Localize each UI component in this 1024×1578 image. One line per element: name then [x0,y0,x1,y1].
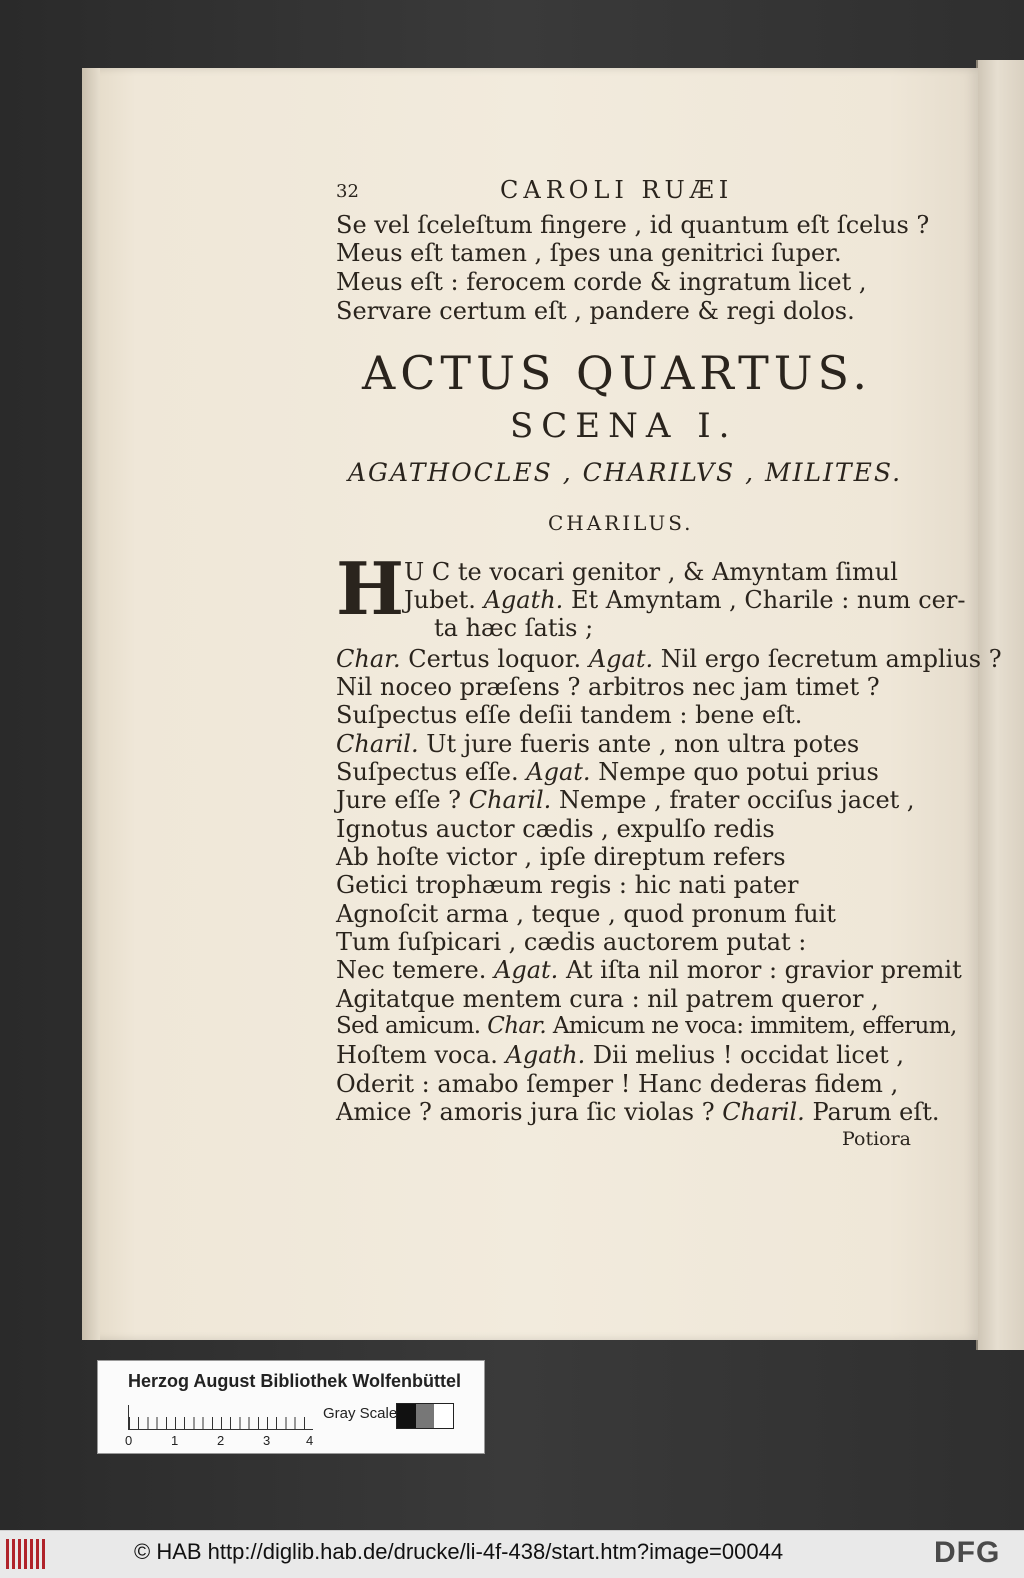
text-fragment: Et Amyntam , Charile : num cer- [570,586,966,614]
text-fragment: Nec temere. [336,956,487,984]
text-fragment: Amice ? amoris jura ſic violas ? [336,1098,715,1126]
text-line: Ab hoſte victor , ipſe direptum refers [336,843,786,871]
facing-page-edge [976,60,1024,1350]
ruler-number: 2 [217,1433,225,1448]
text-line: Tum ſuſpicari , cædis auctorem putat : [336,928,807,956]
speaker-abbr: Agat. [494,956,559,984]
text-fragment: Jubet. [404,586,476,614]
speaker-abbr: Charil. [468,786,552,814]
speaker-abbr: Agat. [588,645,654,673]
text-fragment: Certus loquor. [408,645,582,673]
hab-logo-icon [6,1539,48,1569]
text-line [336,956,962,984]
text-line: Servare certum eſt , pandere & regi dolos. [336,297,855,325]
text-line: U C te vocari genitor , & Amyntam ſimul [404,558,898,586]
text-fragment: Amicum ne voca: immitem, efferum, [552,1013,957,1039]
text-line [336,1098,940,1126]
scene-title: SCENA I. [510,406,738,446]
text-line: Agnoſcit arma , teque , quod pronum fuit [336,900,836,928]
catchword: Potiora [842,1128,912,1150]
text-line [336,1041,904,1069]
speaker-abbr: Agath. [505,1041,586,1069]
text-line [404,586,965,614]
text-line: Getici trophæum regis : hic nati pater [336,871,799,899]
swatch-white [434,1404,453,1428]
text-line: ta hæc ſatis ; [434,614,594,642]
footer-bar [0,1530,1024,1578]
ruler-number: 0 [125,1433,133,1448]
text-line: Suſpectus eſſe deſii tandem : bene eſt. [336,701,803,729]
copyright-url[interactable]: © HAB http://diglib.hab.de/drucke/li-4f-438/start.htm?image=00044 [134,1539,784,1564]
speaker-abbr: Char. [487,1013,547,1039]
drop-cap: H [336,546,405,631]
speaker-abbr: Charil. [722,1098,805,1126]
page-gutter [82,68,100,1340]
text-line: Oderit : amabo ſemper ! Hanc dederas fidem , [336,1070,899,1098]
color-scale-card [97,1360,485,1454]
running-head: CAROLI RUÆI [500,176,734,204]
text-fragment: Jure eſſe ? [336,786,462,814]
act-title: ACTUS QUARTUS. [362,346,873,400]
ruler [128,1405,313,1430]
text-fragment: Suſpectus eſſe. [336,758,519,786]
text-fragment: Nempe quo potui prius [598,758,879,786]
text-line [336,786,915,814]
text-line [336,758,879,786]
text-line: Nil noceo præſens ? arbitros nec jam timet ? [336,673,880,701]
text-fragment: Dii melius ! occidat licet , [592,1041,904,1069]
text-fragment: Ut jure fueris ante , non ultra potes [426,730,860,758]
text-line [336,1013,957,1039]
speaker-abbr: Agat. [526,758,591,786]
ruler-number: 1 [171,1433,179,1448]
text-line: Meus eſt tamen , ſpes una genitrici ſuper. [336,239,842,267]
text-line: Meus eſt : ferocem corde & ingratum licet , [336,268,867,296]
ruler-number: 3 [263,1433,271,1448]
gray-scale-label: Gray Scale [323,1405,398,1422]
text-line: Ignotus auctor cædis , expulſo redis [336,815,775,843]
speaker-abbr: Char. [336,645,401,673]
speaker-heading: CHARILUS. [548,511,694,535]
text-fragment: At iſta nil moror : gravior premit [565,956,962,984]
page-number: 32 [336,181,359,202]
dfg-logo: DFG [934,1536,1001,1569]
swatch-gray [416,1404,435,1428]
text-line: Se vel ſceleſtum fingere , id quantum eſt ſcelus ? [336,211,930,239]
text-line: Agitatque mentem cura : nil patrem queror , [336,985,879,1013]
text-fragment: Nempe , frater occiſus jacet , [558,786,915,814]
text-fragment: Nil ergo ſecretum amplius ? [660,645,1002,673]
speaker-abbr: Charil. [336,730,419,758]
dramatis-personae: AGATHOCLES , CHARILVS , MILITES. [348,458,903,487]
text-fragment: Sed amicum. [336,1013,481,1039]
swatch-black [397,1404,416,1428]
text-line [336,730,859,758]
library-name: Herzog August Bibliothek Wolfenbüttel [128,1371,461,1391]
gray-scale-swatches [396,1403,454,1429]
text-fragment: Parum eſt. [812,1098,940,1126]
speaker-abbr: Agath. [483,586,564,614]
text-fragment: Hoſtem voca. [336,1041,498,1069]
ruler-number: 4 [306,1433,314,1448]
text-line [336,645,1002,673]
